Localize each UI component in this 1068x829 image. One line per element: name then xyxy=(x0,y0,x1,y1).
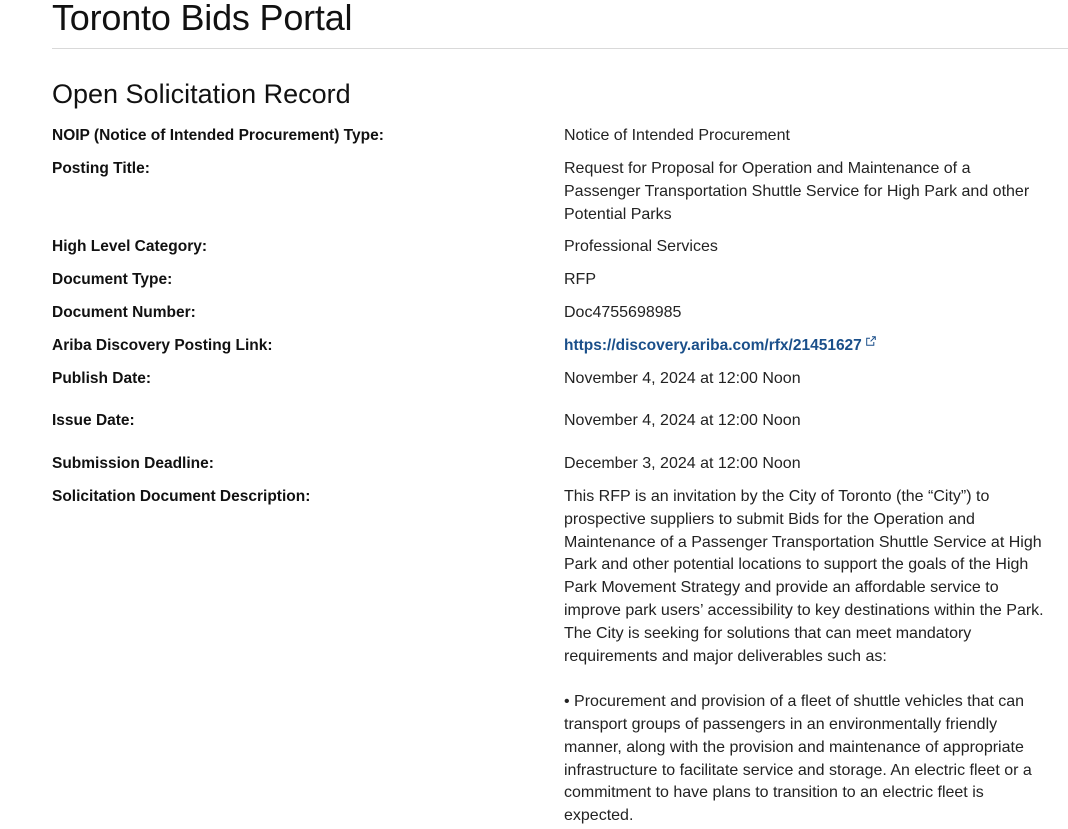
ariba-discovery-link-text: https://discovery.ariba.com/rfx/21451627 xyxy=(564,337,862,354)
description-value xyxy=(564,486,1048,828)
high-level-category-label: High Level Category: xyxy=(52,238,208,255)
record-row-document-type xyxy=(52,269,1052,302)
publish-date-label: Publish Date: xyxy=(52,370,152,387)
description-bullet: • Procurement and provision of a fleet of shuttle vehicles that can transport groups of passengers in an environmentally friendly manner, along with the provision and maintenance of appropriate infrastructure to facilitate service and storage. An electric fleet or a commitment to have plans to transition to an electric fleet is expected. xyxy=(564,693,1032,825)
ariba-link-label: Ariba Discovery Posting Link: xyxy=(52,337,273,354)
record-row-issue-date xyxy=(52,410,1052,453)
description-paragraph: This RFP is an invitation by the City of Toronto (the “City”) to prospective suppliers to submit Bids for the Operation and Maintenance of a Passenger Transportation Shuttle Service at High Park and other potential locations to support the goals of the High Park Movement Strategy and provide an affordable service to improve park users’ accessibility to key destinations within the Park. The City is seeking for solutions that can meet mandatory requirements and major deliverables such as: xyxy=(564,488,1044,665)
record-row-publish-date xyxy=(52,368,1052,410)
noip-type-value: Notice of Intended Procurement xyxy=(564,127,790,144)
record-row-high-level-category xyxy=(52,236,1052,269)
record-row-description xyxy=(52,486,1052,828)
posting-title-value: Request for Proposal for Operation and Maintenance of a Passenger Transportation Shuttle Service for High Park and other Potential Parks xyxy=(564,160,1030,223)
solicitation-record xyxy=(52,125,1052,828)
portal-header xyxy=(52,0,1068,49)
record-row-document-number xyxy=(52,302,1052,335)
record-row-posting-title xyxy=(52,158,1052,236)
record-title: Open Solicitation Record xyxy=(52,79,351,109)
ariba-link-value xyxy=(564,335,1048,358)
publish-date-value: November 4, 2024 at 12:00 Noon xyxy=(564,370,801,387)
record-row-submission-deadline xyxy=(52,453,1052,486)
paragraph-spacer xyxy=(564,668,1048,691)
portal-title: Toronto Bids Portal xyxy=(52,0,353,38)
document-number-value: Doc4755698985 xyxy=(564,304,682,321)
record-row-noip-type xyxy=(52,125,1052,158)
submission-deadline-value: December 3, 2024 at 12:00 Noon xyxy=(564,455,801,472)
description-label: Solicitation Document Description: xyxy=(52,488,311,505)
submission-deadline-label: Submission Deadline: xyxy=(52,455,214,472)
document-type-value: RFP xyxy=(564,271,596,288)
external-link-icon xyxy=(866,336,876,346)
posting-title-label: Posting Title: xyxy=(52,160,150,177)
high-level-category-value: Professional Services xyxy=(564,238,718,255)
record-row-ariba-link xyxy=(52,335,1052,368)
document-type-label: Document Type: xyxy=(52,271,173,288)
issue-date-label: Issue Date: xyxy=(52,412,135,429)
document-number-label: Document Number: xyxy=(52,304,196,321)
noip-type-label: NOIP (Notice of Intended Procurement) Type: xyxy=(52,127,384,144)
ariba-discovery-link[interactable] xyxy=(564,337,876,354)
issue-date-value: November 4, 2024 at 12:00 Noon xyxy=(564,412,801,429)
